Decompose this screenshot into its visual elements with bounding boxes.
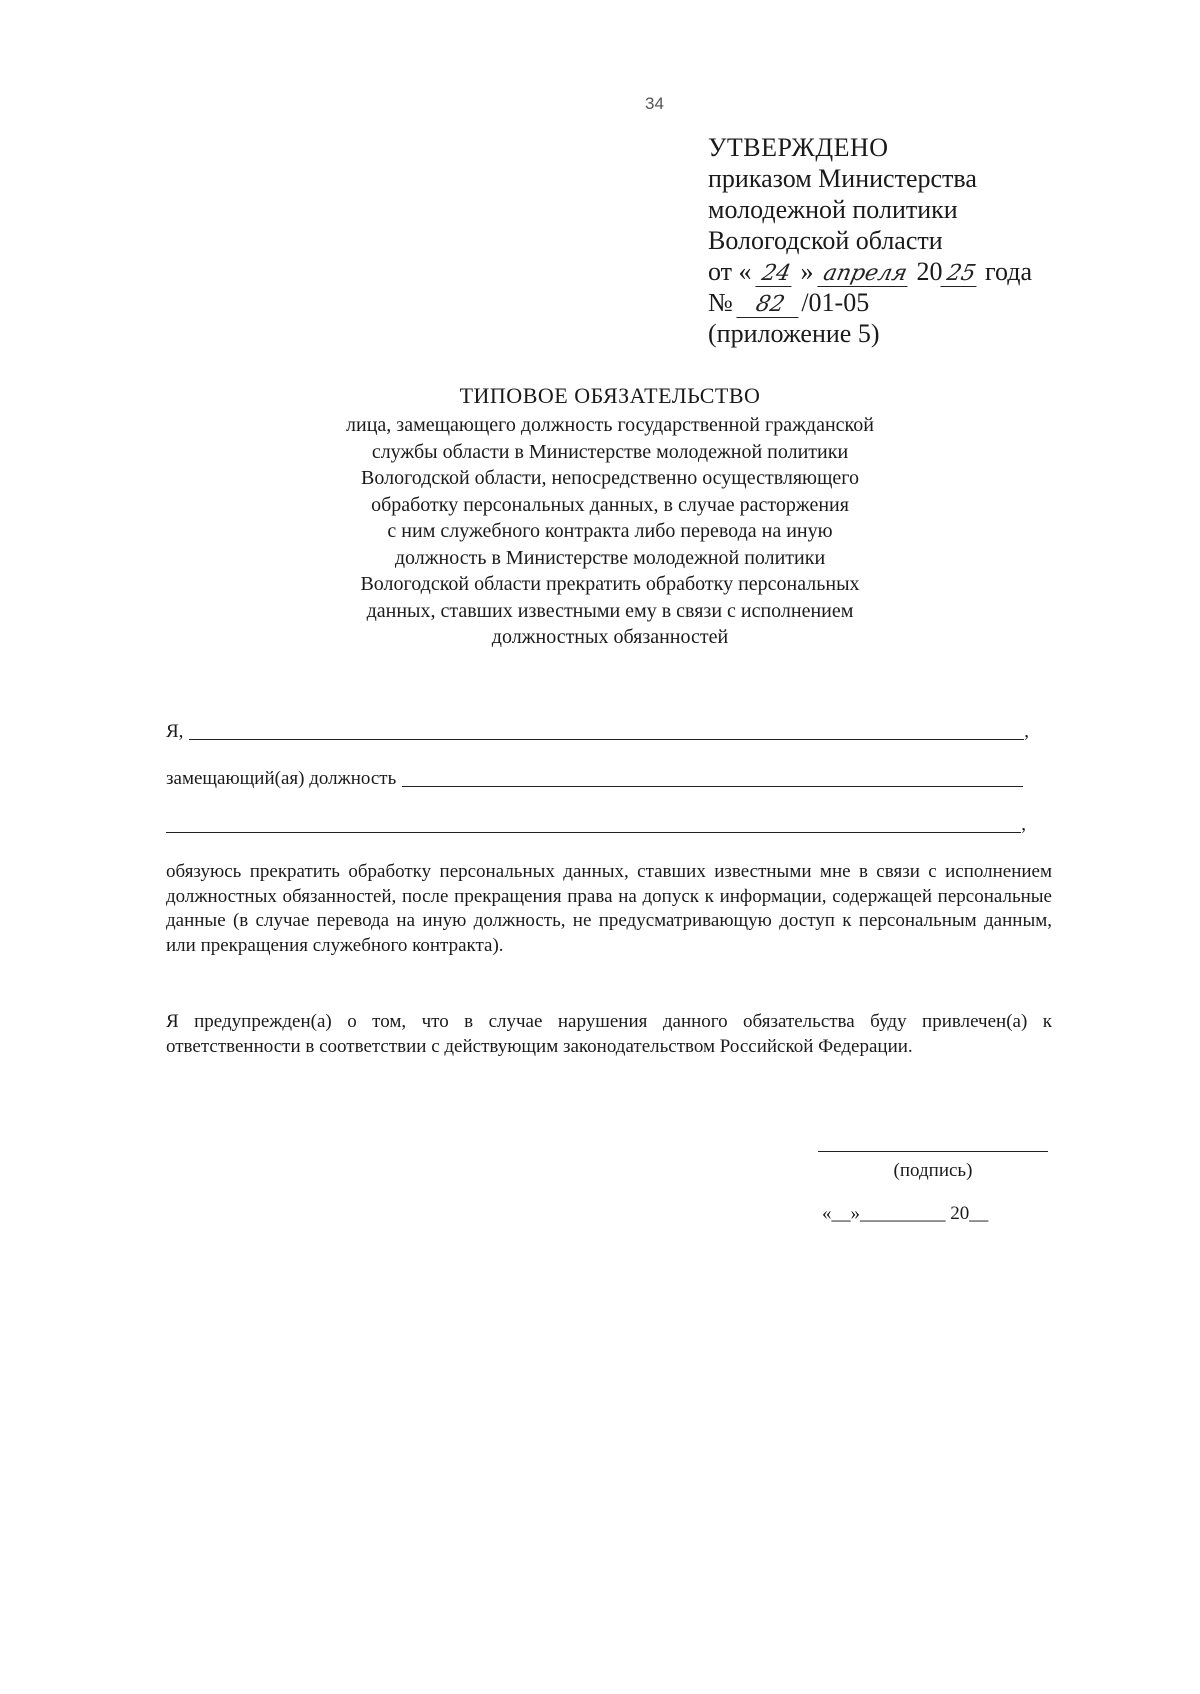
approval-line: Вологодской области bbox=[708, 226, 943, 255]
approval-stamp bbox=[708, 132, 1032, 349]
page-number: 34 bbox=[645, 94, 664, 113]
heading-line: службы области в Министерстве молодежной политики bbox=[371, 440, 849, 463]
position-field-end: , bbox=[1021, 814, 1026, 835]
position-continuation-line[interactable] bbox=[166, 812, 1021, 833]
name-label: Я, bbox=[166, 721, 184, 742]
date-year-prefix: 20 bbox=[916, 257, 943, 286]
obligation-paragraph: обязуюсь прекратить обработку персональных данных, ставших известными мне в связи с исполнением должностных обязанностей, после прекращения права на допуск к информации, содержащей персональные данные (в случае перевода на иную должность, не предусматривающую доступ к персональным данным, или прекращения служебного контракта). bbox=[166, 861, 1052, 956]
date-mid: » bbox=[800, 257, 814, 286]
heading-line: обработку персональных данных, в случае расторжения bbox=[371, 493, 849, 516]
signature-line[interactable] bbox=[818, 1151, 1048, 1152]
name-field-end: , bbox=[1024, 721, 1029, 742]
date-suffix: года bbox=[985, 257, 1033, 286]
heading-line: с ним служебного контракта либо перевода на иную bbox=[387, 520, 833, 542]
date-prefix: от « bbox=[708, 257, 752, 286]
appendix-label: (приложение 5) bbox=[708, 319, 880, 348]
number-suffix: /01-05 bbox=[801, 288, 870, 317]
position-input-line[interactable] bbox=[402, 766, 1023, 787]
approval-number bbox=[708, 287, 1032, 318]
handwritten-year: 25 bbox=[940, 262, 981, 287]
approval-date bbox=[708, 256, 1032, 287]
heading-line: Вологодской области прекратить обработку персональных bbox=[360, 573, 860, 595]
warning-paragraph: Я предупрежден(а) о том, что в случае нарушения данного обязательства буду привлечен(а) к ответственности в соответствии с действующим законодательством Российской Федерации. bbox=[166, 1011, 1052, 1057]
document-heading bbox=[250, 382, 970, 651]
handwritten-month: апреля bbox=[817, 262, 912, 287]
heading-line: данных, ставших известными ему в связи с исполнением bbox=[366, 599, 854, 622]
handwritten-number: 82 bbox=[737, 293, 804, 318]
heading-line: должность в Министерстве молодежной политики bbox=[394, 546, 826, 569]
approval-line: приказом Министерства bbox=[708, 164, 977, 193]
name-input-line[interactable] bbox=[189, 719, 1024, 740]
number-prefix: № bbox=[708, 288, 733, 317]
signature-date: «__»_________ 20__ bbox=[822, 1203, 989, 1224]
position-continuation-row bbox=[166, 812, 1026, 836]
approval-line: молодежной политики bbox=[708, 195, 958, 224]
heading-line: Вологодской области, непосредственно осуществляющего bbox=[361, 467, 859, 489]
document-title: ТИПОВОЕ ОБЯЗАТЕЛЬСТВО bbox=[459, 383, 761, 408]
signature-caption: (подпись) bbox=[893, 1160, 973, 1181]
heading-line: должностных обязанностей bbox=[491, 626, 729, 648]
name-field-row bbox=[166, 719, 1029, 743]
position-field-row bbox=[166, 766, 1023, 790]
position-label: замещающий(ая) должность bbox=[166, 768, 397, 789]
handwritten-day: 24 bbox=[755, 262, 796, 287]
approval-title: УТВЕРЖДЕНО bbox=[708, 133, 889, 162]
heading-line: лица, замещающего должность государственной гражданской bbox=[346, 414, 874, 436]
